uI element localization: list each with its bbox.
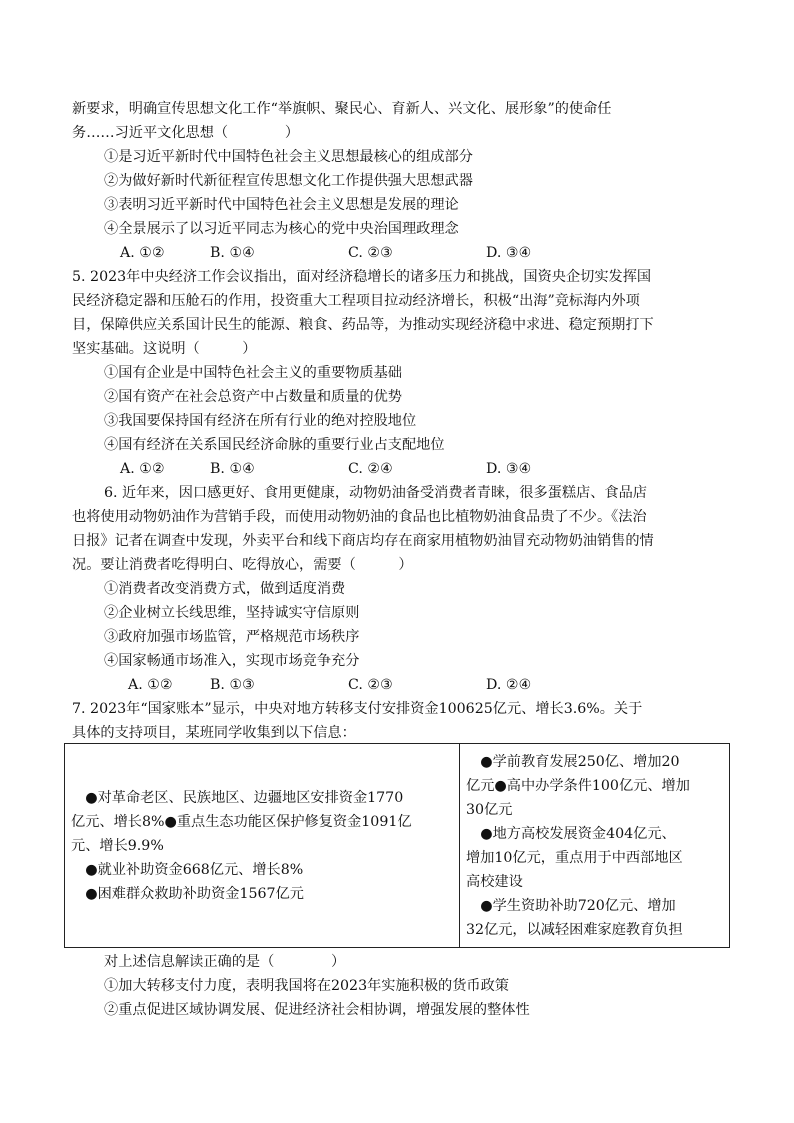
q4-item-1: ①是习近平新时代中国特色社会主义思想最核心的组成部分 bbox=[104, 149, 473, 165]
q7-question: 对上述信息解读正确的是（ ） bbox=[104, 954, 346, 970]
q5-option-d: D. ③④ bbox=[486, 461, 532, 477]
q5-option-b: B. ①④ bbox=[210, 461, 255, 477]
q5-stem-line-1: 5. 2023年中央经济工作会议指出，面对经济稳增长的诸多压力和挑战，国资央企切实发挥国 bbox=[72, 269, 652, 285]
q6-stem-line-2: 也将使用动物奶油作为营销手段，而使用动物奶油的食品也比植物奶油食品贵了不少。《法治 bbox=[72, 509, 647, 525]
q7-stem-line-1: 7. 2023年“国家账本”显示，中央对地方转移支付安排资金100625亿元、增长3.6%。关于 bbox=[72, 701, 643, 717]
q7-left-line-5: ●困难群众救助补助资金1567亿元 bbox=[71, 885, 304, 902]
q6-option-a: A. ①② bbox=[128, 677, 173, 693]
q4-option-b: B. ①④ bbox=[210, 245, 255, 261]
q6-stem-line-3: 日报》记者在调查中发现，外卖平台和线下商店均存在商家用植物奶油冒充动物奶油销售的情 bbox=[72, 533, 654, 549]
q5-stem-line-2: 民经济稳定器和压舱石的作用，投资重大工程项目拉动经济增长，积极“出海”竞标海内外项 bbox=[72, 293, 640, 309]
q7-item-2: ②重点促进区域协调发展、促进经济社会相协调，增强发展的整体性 bbox=[104, 1002, 530, 1018]
q4-item-4: ④全景展示了以习近平同志为核心的党中央治国理政理念 bbox=[104, 221, 459, 237]
q5-option-c: C. ②④ bbox=[348, 461, 393, 477]
q7-table-right-cell bbox=[460, 744, 730, 948]
q5-item-4: ④国有经济在关系国民经济命脉的重要行业占支配地位 bbox=[104, 437, 445, 453]
q4-option-a: A. ①② bbox=[120, 245, 165, 261]
q6-stem-line-4: 况。要让消费者吃得明白、吃得放心，需要（ ） bbox=[72, 557, 413, 573]
q7-stem-line-2: 具体的支持项目，某班同学收集到以下信息： bbox=[72, 725, 356, 741]
q5-item-2: ②国有资产在社会总资产中占数量和质量的优势 bbox=[104, 389, 402, 405]
q7-right-line-7: ●学生资助补助720亿元、增加 bbox=[466, 897, 676, 914]
q4-item-2: ②为做好新时代新征程宣传思想文化工作提供强大思想武器 bbox=[104, 173, 473, 189]
q7-right-line-6: 高校建设 bbox=[466, 873, 523, 890]
q6-option-d: D. ②④ bbox=[486, 677, 532, 693]
q4-item-3: ③表明习近平新时代中国特色社会主义思想是发展的理论 bbox=[104, 197, 459, 213]
q6-stem-line-1: 6. 近年来，因口感更好、食用更健康，动物奶油备受消费者青睐，很多蛋糕店、食品店 bbox=[104, 485, 647, 501]
q4-option-c: C. ②③ bbox=[348, 245, 393, 261]
q5-stem-line-3: 目，保障供应关系国计民生的能源、粮食、药品等，为推动实现经济稳中求进、稳定预期打下 bbox=[72, 317, 654, 333]
q7-left-line-4: ●就业补助资金668亿元、增长8% bbox=[71, 861, 304, 878]
q4-option-d: D. ③④ bbox=[486, 245, 532, 261]
q7-right-line-5: 增加10亿元，重点用于中西部地区 bbox=[466, 849, 683, 866]
q7-table-left-cell bbox=[65, 744, 460, 948]
q6-item-3: ③政府加强市场监管，严格规范市场秩序 bbox=[104, 629, 360, 645]
q7-left-line-2: 亿元、增长8%●重点生态功能区保护修复资金1091亿 bbox=[71, 813, 412, 830]
q7-item-1: ①加大转移支付力度，表明我国将在2023年实施积极的货币政策 bbox=[104, 978, 509, 994]
q5-option-a: A. ①② bbox=[120, 461, 165, 477]
q6-option-c: C. ②③ bbox=[348, 677, 393, 693]
q5-item-3: ③我国要保持国有经济在所有行业的绝对控股地位 bbox=[104, 413, 417, 429]
q7-right-line-3: 30亿元 bbox=[466, 801, 513, 818]
q4-stem-line-1: 新要求，明确宣传思想文化工作“举旗帜、聚民心、育新人、兴文化、展形象”的使命任 bbox=[72, 101, 612, 117]
q6-item-1: ①消费者改变消费方式，做到适度消费 bbox=[104, 581, 346, 597]
q6-item-4: ④国家畅通市场准入，实现市场竞争充分 bbox=[104, 653, 360, 669]
q6-item-2: ②企业树立长线思维，坚持诚实守信原则 bbox=[104, 605, 360, 621]
q7-right-line-8: 32亿元，以减轻困难家庭教育负担 bbox=[466, 921, 683, 938]
q7-left-line-1: ●对革命老区、民族地区、边疆地区安排资金1770 bbox=[71, 789, 404, 806]
q7-left-line-3: 元、增长9.9% bbox=[71, 837, 164, 854]
q7-right-line-2: 亿元●高中办学条件100亿元、增加 bbox=[466, 777, 690, 794]
q4-stem-line-2: 务……习近平文化思想（ ） bbox=[72, 125, 300, 141]
q5-stem-line-4: 坚实基础。这说明（ ） bbox=[72, 341, 257, 357]
q6-option-b: B. ①③ bbox=[210, 677, 255, 693]
q7-right-line-1: ●学前教育发展250亿、增加20 bbox=[466, 753, 680, 770]
q7-right-line-4: ●地方高校发展资金404亿元、 bbox=[466, 825, 676, 842]
q7-info-table bbox=[64, 743, 730, 948]
q5-item-1: ①国有企业是中国特色社会主义的重要物质基础 bbox=[104, 365, 402, 381]
